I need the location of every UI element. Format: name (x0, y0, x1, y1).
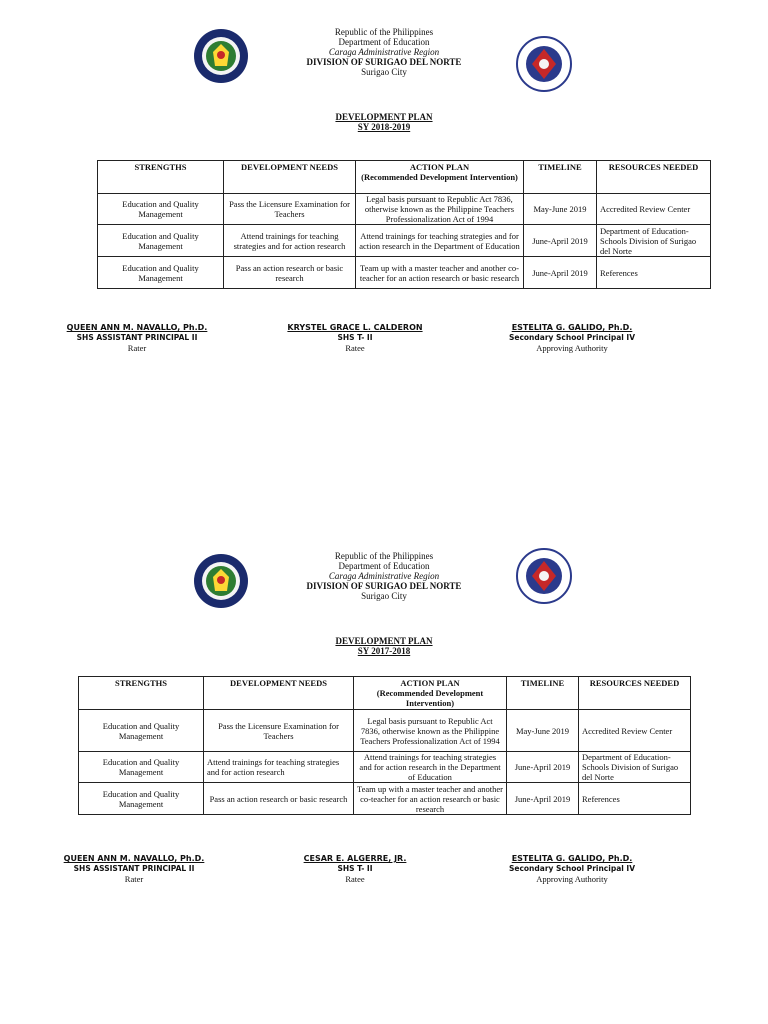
cell-action: Team up with a master teacher and another co-teacher for an action research or basic research (354, 783, 507, 815)
school-year: SY 2018-2019 (357, 122, 411, 132)
letterhead-city: Surigao City (361, 591, 407, 601)
signatory-position: Secondary School Principal IV (508, 864, 636, 873)
signatory-ratee (255, 853, 455, 884)
signatory-name: QUEEN ANN M. NAVALLO, Ph.D. (63, 854, 205, 863)
header-timeline: TIMELINE (524, 161, 597, 194)
cell-resources: References (597, 257, 711, 289)
cell-need: Attend trainings for teaching strategies and for action research (224, 225, 356, 257)
signatory-position: SHS T- II (337, 864, 373, 873)
kagawaran-seal-right (516, 548, 572, 604)
header-resources: RESOURCES NEEDED (579, 677, 691, 710)
cell-timeline: May-June 2019 (507, 710, 579, 752)
cell-timeline: June-April 2019 (524, 225, 597, 257)
letterhead-region: Caraga Administrative Region (328, 571, 440, 581)
table-row (79, 783, 691, 815)
letterhead-division: DIVISION OF SURIGAO DEL NORTE (306, 57, 462, 67)
cell-action: Team up with a master teacher and another co-teacher for an action research or basic research (356, 257, 524, 289)
signatory-rater (34, 853, 234, 884)
letterhead-department: Department of Education (338, 561, 430, 571)
cell-need: Pass the Licensure Examination for Teachers (204, 710, 354, 752)
letterhead-city: Surigao City (361, 67, 407, 77)
cell-timeline: June-April 2019 (524, 257, 597, 289)
cell-resources: Department of Education-Schools Division of Surigao del Norte (579, 752, 691, 783)
cell-strength: Education and Quality Management (98, 194, 224, 225)
cell-strength: Education and Quality Management (79, 783, 204, 815)
cell-action: Legal basis pursuant to Republic Act 7836, otherwise known as the Philippine Teachers Professionalization Act of 1994 (354, 710, 507, 752)
signatory-role: Rater (127, 343, 147, 353)
header-strengths: STRENGTHS (98, 161, 224, 194)
cell-timeline: June-April 2019 (507, 752, 579, 783)
letterhead-department: Department of Education (338, 37, 430, 47)
cell-strength: Education and Quality Management (79, 710, 204, 752)
letterhead-republic: Republic of the Philippines (334, 27, 434, 37)
cell-strength: Education and Quality Management (79, 752, 204, 783)
signatory-role: Ratee (345, 343, 365, 353)
cell-need: Pass the Licensure Examination for Teachers (224, 194, 356, 225)
header-resources: RESOURCES NEEDED (597, 161, 711, 194)
letterhead-republic: Republic of the Philippines (334, 551, 434, 561)
signatory-name: QUEEN ANN M. NAVALLO, Ph.D. (66, 323, 208, 332)
plan-title: DEVELOPMENT PLAN SY 2017-2018 (234, 636, 534, 656)
signatory-name: ESTELITA G. GALIDO, Ph.D. (511, 323, 633, 332)
cell-timeline: June-April 2019 (507, 783, 579, 815)
cell-need: Pass an action research or basic research (204, 783, 354, 815)
cell-action: Attend trainings for teaching strategies and for action research in the Department of Education (356, 225, 524, 257)
table-row (79, 710, 691, 752)
signatory-role: Approving Authority (536, 343, 608, 353)
letterhead-division: DIVISION OF SURIGAO DEL NORTE (306, 581, 462, 591)
signatory-role: Rater (124, 874, 144, 884)
plan-title: DEVELOPMENT PLAN SY 2018-2019 (234, 112, 534, 132)
school-year: SY 2017-2018 (357, 646, 411, 656)
cell-action: Legal basis pursuant to Republic Act 7836, otherwise known as the Philippine Teachers Professionalization Act of 1994 (356, 194, 524, 225)
letterhead (234, 551, 534, 601)
cell-action: Attend trainings for teaching strategies and for action research in the Department of Education (354, 752, 507, 783)
signatory-position: SHS ASSISTANT PRINCIPAL II (76, 333, 198, 342)
cell-need: Attend trainings for teaching strategies and for action research (204, 752, 354, 783)
header-action-plan: ACTION PLAN (Recommended Development Intervention) (356, 161, 524, 194)
header-timeline: TIMELINE (507, 677, 579, 710)
signatory-name: KRYSTEL GRACE L. CALDERON (287, 323, 423, 332)
signatory-position: SHS ASSISTANT PRINCIPAL II (73, 864, 195, 873)
signatory-position: Secondary School Principal IV (508, 333, 636, 342)
cell-resources: References (579, 783, 691, 815)
header-strengths: STRENGTHS (79, 677, 204, 710)
letterhead-region: Caraga Administrative Region (328, 47, 440, 57)
development-plan-table (78, 676, 691, 815)
signatory-approving-authority (472, 853, 672, 884)
header-development-needs: DEVELOPMENT NEEDS (224, 161, 356, 194)
signatory-role: Approving Authority (536, 874, 608, 884)
signatory-role: Ratee (345, 874, 365, 884)
signatory-name: ESTELITA G. GALIDO, Ph.D. (511, 854, 633, 863)
header-development-needs: DEVELOPMENT NEEDS (204, 677, 354, 710)
header-action-plan: ACTION PLAN (Recommended Development Intervention) (354, 677, 507, 710)
cell-timeline: May-June 2019 (524, 194, 597, 225)
cell-strength: Education and Quality Management (98, 225, 224, 257)
cell-need: Pass an action research or basic research (224, 257, 356, 289)
signatory-name: CESAR E. ALGERRE, JR. (303, 854, 407, 863)
cell-resources: Department of Education-Schools Division of Surigao del Norte (597, 225, 711, 257)
cell-strength: Education and Quality Management (98, 257, 224, 289)
table-row (79, 752, 691, 783)
signatory-position: SHS T- II (337, 333, 373, 342)
cell-resources: Accredited Review Center (579, 710, 691, 752)
cell-resources: Accredited Review Center (597, 194, 711, 225)
